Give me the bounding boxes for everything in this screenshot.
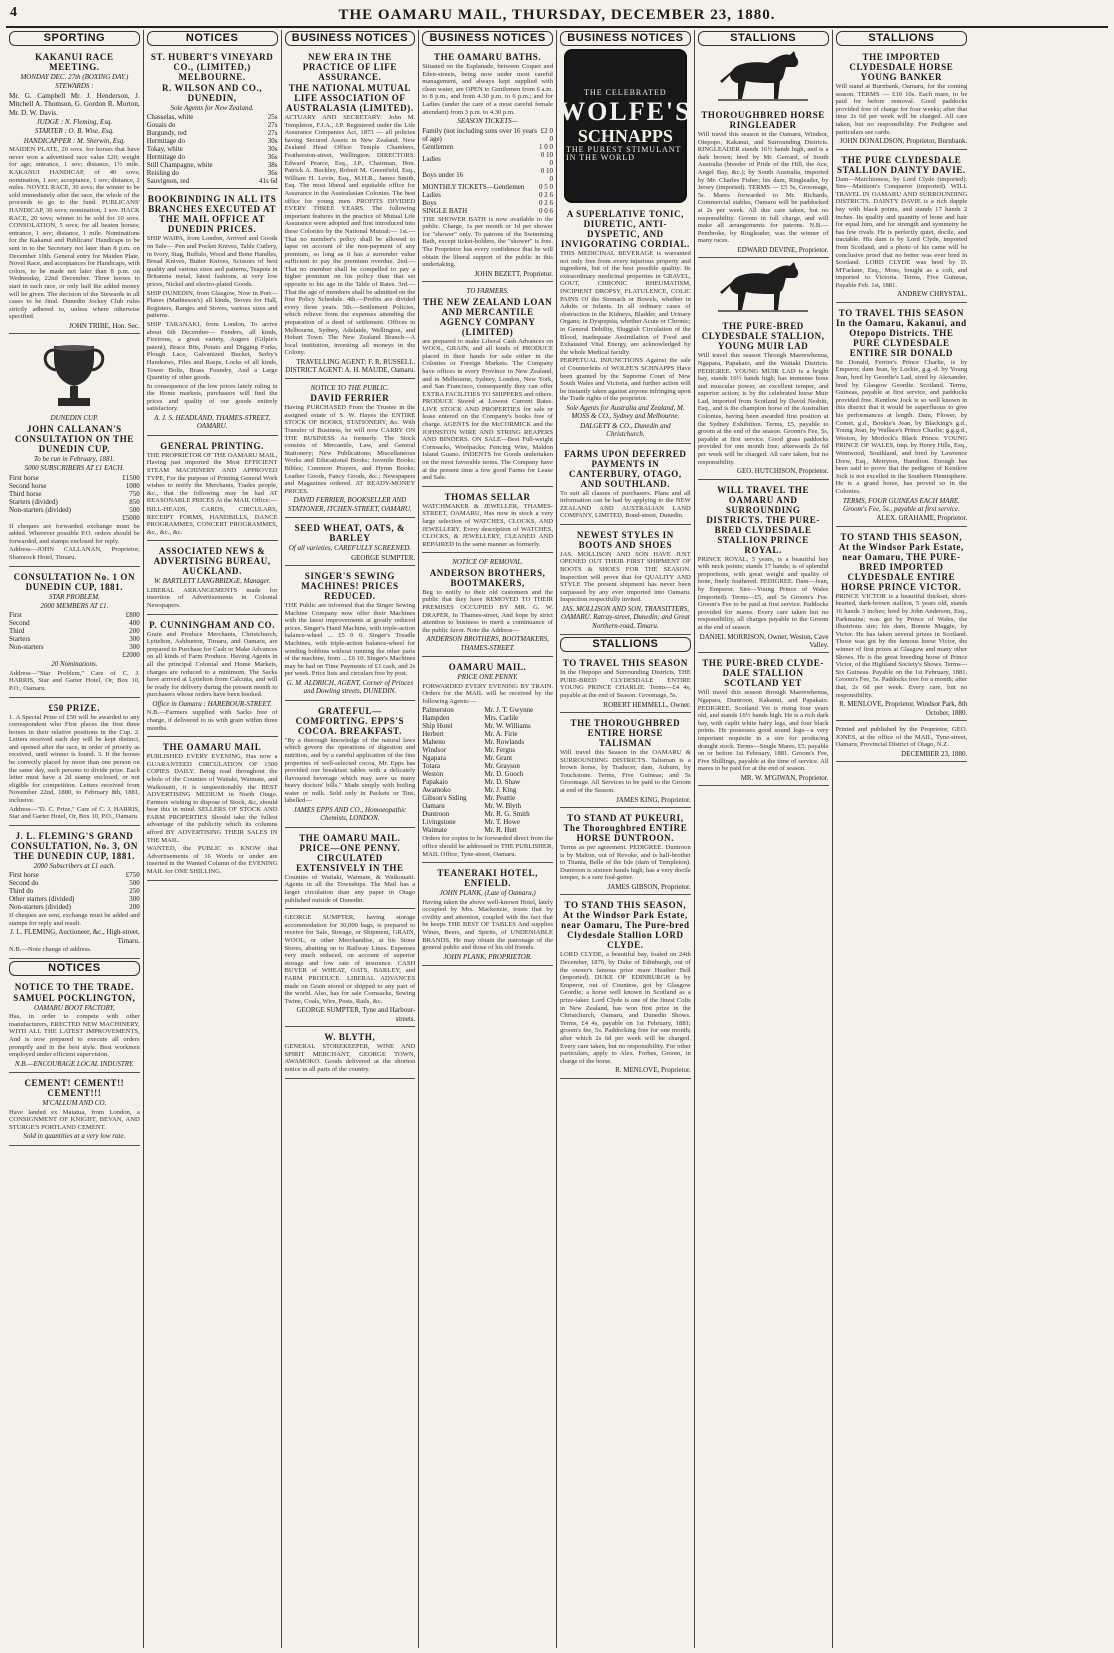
ad-body: ACTUARY AND SECRETARY: John M. Templeton, F.I.A., J.P. Registered under the Life Assurance Companies Act, 1873 — all policies having Secured Assets in New Zealand. New Zealand Head Office: Temple Chambers, Featherston-street, Wellington. DIRECTORS: Edward Pearce, Esq., J.P., Chairman, Hon. Patrick A. Buckley, Robert M. Greenfield, Esq., William H. Levin, Esq., M.H.R., James Smith, Esq. The most liberal and equitable office for Assurance in the Australasian Colonies. The best office for young men. PROFITS DIVIDED EVERY THREE YEARS. The following important features in the practice of Mutual Life Assurance were adopted and first introduced into these Colonies by the National Mutual:— 1st.—That no member's policy shall be allowed to lapse on account of the non-payment of any premium, so long as it has a surrender value sufficient to pay the premium overdue. 2nd.—That no member shall be compelled to pay a higher premium on his policy than that set opposite to his age in the Table of Rates. 3rd.—That the age of members shall be admitted on the first Policy Schedule. 4th.—Profits are divided every three years. 5th.—Settlement Policies, which relieve from the expenses attending the preparation of a deed of settlement. Offices in Melbourne, Sydney, Adelaide, Wellington, and Hobart Town. The New Zealand Branch—A local institution, investing all moneys in the Colony.: [284, 114, 416, 357]
ad-date: MONDAY DEC. 27th (BOXING DAY.): [20, 73, 129, 81]
ad-signature: GEORGE SUMPTER.: [351, 553, 416, 562]
table-row: Other starters (divided) 300: [9, 895, 140, 904]
ad-signature: JOHN TRIBE, Hon. Sec.: [69, 321, 140, 330]
advertising-bureau-ad: [147, 543, 278, 614]
ad-title: JOHN CALLANAN'S CONSULTATION ON THE DUNEDIN CUP.: [14, 423, 134, 454]
table-row: Waimate Mr. R. Hutt: [422, 826, 517, 835]
table-row: Non-starters 300: [9, 643, 140, 652]
sole-agents: Sole Agents for Australia and Zealand, M. MOSS & CO., Sydney and Melbourne.: [566, 403, 685, 421]
ad-body: Sir Donald, Ferrier's Prince Charlie, is by Emperor, dam Jean, by Lockie, g.g.-d. by Young Jean, bred by Geordie's Lad, sired by Alexander, bred by Glasgow Geordie. Scotland. Terms, Guineas, payable at first service, and paddocks provided free. Kentlow Jock is so well known in this district that it would be superfluous to give his performances at length. Dam, Flower, by Comet, g.d., Bookie's Jean, by Blacking's g.d., Young Jean, by Wallace's Prince Charlie; g.g.g.d., Weston, by Morlock's Black Prince. YOUNG PRINCE OF WALES, imp. by Henry Hills, Esq., Wentwood, Southland, and bred by Lawrence Drew, Esq., Merryton, Hamilton. Enough has been said to prove that the pedigree of Kentlow Jock is not excelled in the Southern Hemisphere. He is a grand horse, has proved so in the Colonies.: [835, 358, 968, 495]
ad-body: WATCHMAKER & JEWELLER, THAMES-STREET, OAMARU, Has now in stock a very large selection of WATCHES, CLOCKS, AND JEWELLERY. Every description of WATCHES, CLOCKS, & JEWELLERY, CLEANED AND REPAIRED In the same manner as formerly.: [422, 502, 553, 548]
ticket-price-table: [422, 127, 553, 215]
ad-title: A SUPERLATIVE TONIC, DIURETIC, ANTI-DYSPETIC, AND INVIGORATING CORDIAL.: [560, 209, 690, 249]
seed-wheat-ad: [285, 520, 416, 566]
table-row: Hampden Mrs. Carlile: [422, 714, 519, 723]
column-header-business: BUSINESS NOTICES: [422, 31, 553, 46]
ad-body: In consequence of the low prices lately ruling in the Home markets, purchasers will find the prices and quality of our goods entirely satisfactory.: [146, 382, 278, 413]
table-row: Second do 500: [9, 879, 140, 888]
race-programme: MAIDEN PLATE, 20 sovs. for horses that have never won a advertised race value £20; weight for age; entrance, 1 sov; distance, 1½ mile. KAKANUI HANDICAP, of 40 sovs; nomination, 1 sov; acceptance, 1 sov; distance, 2 miles. NOVEL RACE, 30 sovs; the winner to be sold immediately after the race, the whole of the proceeds to go to the fund. PUBLICANS' HANDICAP, 30 sovs; nomination, 1 sov. HACK RACE, 20 sovs; winner to be sold for 10 sovs. CONSOLATION, 5 sovs; for all beaten horses; entrance, 1 sov; distance, 1 mile. Nominations for the Kakanui and Publicans' Handicaps to be sent in to the Secretary not later than 8 p.m. on December 10th. General entry for Maiden Plate, Novel Race, and acceptances for Handicaps, with colors, to be made not later than 8 p.m. on Wednesday, 22nd December. Three horses to start in each race, or only half the added money will be given. The decision of the Stewards in all cases to be final. Dunedin Jockey Club rules strictly adhered to, unless where otherwise specified.: [9, 146, 140, 321]
ad-title: P. CUNNINGHAM AND CO.: [149, 619, 276, 630]
ad-signature: JAS. MOLLISON AND SON, TRANSITTERS, OAMARU. Ratray-street, Dunedin; and Great Northern-road, Timaru.: [560, 605, 690, 630]
column-business-1: [282, 30, 420, 1648]
teaneraki-hotel-ad: [422, 865, 553, 966]
ad-body: are prepared to make Liberal Cash Advances on WOOL, GRAIN, and all kinds of PRODUCE placed in their hands for sale either in the Colonies or Foreign Markets. The Company have offices in every Province in New Zealand, and in Melbourne, Sydney, London, New York, and San Francisco, consequently they can offer EXTRA FACILITIES TO SHIPPERS and others. PRODUCE Stored at Lowest Current Rates. LIVE STOCK AND PROPERTIES for sale or lease entered on the Company's books free of charge. AGENTS for the McCORMICK and the JOHNSTON WIRE AND STRING REAPERS AND BINDERS. ON SALE—Best Full-weight Cornsacks, Woolpacks; Fencing Wire, Maldon Island Guano. INDENTS for Goods undertaken on the most favorable terms. The Company have at the present time a few good Farms for Lease and Sale.: [422, 337, 553, 482]
ad-body: THE PROPRIETOR OF THE OAMARU MAIL, Having just imported the Most EFFICIENT STEAM MACHINERY AND APPROVED TYPE, For the purpose of Printing General Work wishes to notify the Merchants, Trades people, &c., that the following may be had AT REASONABLE PRICES At the MAIL Office:—: [146, 451, 278, 505]
ad-body: Will travel this season in the Oamaru, Windsor, Otepopo, Kakanui, and Surrounding Districts. RINGLEADER stands 16½ hands high, and is a dark brown; bred by Mr. Gerrard, of South Australia (breeder of Pride of the Hill, the Ace, Angel Bay, &c.); by South Australia, imported by Mr. Charles Fisher; his dam, Ringleader, by Jersey (imported). TERMS — £5 5s, Groomage, 5s. Mares forwarded to Mr. Richards, Commercial stables, Oamaru will be paddocked at 2s per week. All due care taken, but no responsibility. Groom in full charge, and will make all arrangements for patrons. N.B.—Pembroke, by Ringleader, was the winner of many races.: [697, 131, 829, 245]
ad-title: TO STAND THIS SEASON, At the Windsor Park Estate, near Oamaru, THE PURE-BRED IMPORTED CLYDESDALE ENTIRE HORSE PRINCE VICTOR.: [838, 531, 964, 592]
ad-body: Situated on the Esplanade, between Coquet and Eden-streets, being now under most careful management, and always kept supplied with clean water, are OPEN to Gentlemen from 6 a.m. to 8 p.m., and from 4.30 p.m. to 6 p.m.; and for Ladies (under the care of a most careful female attendant) from 3 p.m. to 4.30 p.m.: [422, 63, 553, 116]
horse-illustration: [718, 260, 808, 316]
ad-title: THE PURE CLYDESDALE STALLION DAINTY DAVIE.: [836, 154, 966, 175]
ad-title: THE IMPORTED CLYDESDALE HORSE YOUNG BANKER: [849, 52, 954, 82]
general-printing-ad: [147, 438, 278, 542]
table-row: Gouais do 27s: [146, 121, 278, 130]
column-business-2: [419, 30, 557, 1648]
column-stallions-2: [833, 30, 971, 1648]
wolfes-schnapps-ad: [560, 206, 691, 444]
ad-signature: ANDERSON BROTHERS, BOOTMAKERS, THAMES-STREET.: [426, 635, 549, 652]
ad-body: To suit all classes of purchasers. Plans and all information can be had by applying to the NEW ZEALAND AND AUSTRALIAN LAND COMPANY, LIMITED, Bond-street, Dunedin.: [560, 489, 691, 520]
prince-royal-ad: [698, 482, 829, 654]
table-row: Papakaio Mr. D. Shaw: [422, 778, 521, 787]
ad-signature: MR. W. M'GIWAN, Proprietor.: [740, 773, 829, 782]
prize-table: [9, 611, 140, 659]
table-row: Awamoko Mr. J. King: [422, 786, 517, 795]
ad-body: Of all varieties, CAREFULLY SCREENED.: [288, 544, 412, 553]
table-row: Duntroon Mr. R. G. Smith: [422, 810, 530, 819]
dainty-davie-ad: [836, 152, 968, 303]
subscribers: 5000 SUBSCRIBERS AT £1 EACH.: [24, 464, 125, 473]
ringleader-ad: [698, 107, 829, 258]
table-row: Third horse 750: [9, 489, 140, 498]
sumpter-ad: [285, 911, 416, 1027]
ad-body: "By a thorough knowledge of the natural laws which govern the operations of digestion and nutrition, and by a careful application of the fine properties of well-selected cocoa, Mr. Epps has provided our breakfast tables with a delicately flavoured beverage which may save us many heavy doctors' bills." Made simply with boiling water or milk. Sold only in Packets or Tins, labelled—: [284, 736, 416, 805]
ad-title: THE OAMARU MAIL. PRICE—ONE PENNY. CIRCULATED EXTENSIVELY IN THE: [296, 832, 404, 873]
ad-signature: R. MENLOVE, Proprietor.: [615, 1066, 691, 1075]
fleming-footer: N.B.—Note change of address.: [9, 946, 92, 954]
column-header-notices: NOTICES: [147, 31, 278, 46]
ad-title: THE OAMARU BATHS.: [433, 52, 542, 62]
ad-signature: GEO. HUTCHISON, Proprietor.: [736, 467, 829, 476]
farms-ad: [560, 446, 691, 525]
ad-title: ST. HUBERT'S VINEYARD CO., (LIMITED,) MELBOURNE.: [150, 52, 274, 82]
ad-signature: GEORGE SUMPTER, Tyne and Harbour-streets.: [296, 1006, 416, 1023]
young-muir-lad-ad: [698, 318, 829, 479]
agents-table: [422, 706, 553, 834]
mail-agents-ad: [422, 659, 553, 863]
table-row: Non-starters (divided) 500: [9, 505, 140, 514]
cup-note: If cheques are forwarded exchange must be added. Wherever possible P.O. orders should be forwarded, and stamps enclosed for reply.: [9, 522, 140, 545]
ad-title: J. L. FLEMING'S GRAND CONSULTATION, No. 3, ON THE DUNEDIN CUP, 1881.: [10, 830, 138, 861]
ad-title: TO FARMERS.: [466, 287, 509, 296]
mollison-boots-ad: [560, 527, 691, 635]
fleming-consultation-ad: [9, 828, 140, 959]
ad-signature: DAVID FERRIER, BOOKSELLER AND STATIONER, ITCHEN-STREET, OAMARU.: [288, 496, 412, 513]
ad-title: NEW ERA IN THE PRACTICE OF LIFE ASSURANCE.: [302, 52, 398, 82]
ad-title: NEWEST STYLES IN BOOTS AND SHOES: [576, 529, 674, 550]
bookbinding-ad: [147, 191, 278, 435]
ad-title: SEED WHEAT, OATS, & BARLEY: [294, 523, 406, 544]
dunedin-cup-ad: [9, 336, 140, 566]
ad-body: Having PURCHASED From the Trustee in the assigned estate of S. W. Hayes the ENTIRE STOCK OF BOOKS, STATIONERY, &c. With Transfer of Business, he will now CARRY ON THE BUSINESS As formerly. The Stock consists of Mercantile, Law, and General Stationery; New Publications; Miscellaneous Works and Educational Books; Juvenile Books; Bibles; Common Prayers, and Hymn Books; Leather Goods, Fancy Goods, &c.; Newspapers and Magazines ordered. AT READY-MONEY PRICES.: [284, 404, 416, 495]
table-row: Ngapara Mr. Grant: [422, 754, 513, 763]
ad-signature: EDWARD DEVINE, Proprietor.: [737, 245, 829, 254]
prize-ad: [9, 700, 140, 826]
sir-donald-ad: [836, 305, 968, 527]
advertiser-name: ANDERSON BROTHERS, BOOTMAKERS,: [429, 567, 546, 588]
table-row: Palmerston Mr. J. T. Gwynne: [422, 706, 534, 715]
ad-body: PUBLISHED EVERY EVENING, Has now a GUARANTEED CIRCULATION OF 1500 COPIES DAILY. Being read throughout the whole of the Counties of Waitaki, Waimate, and Waikouaiti, it is unquestionably the BEST ADVERTISING MEDIUM in North Otago. Farmers wishing to dispose of Stock, &c, should bear this in mind. SELLERS OF STOCK AND FARM PROPERTIES Should take the fullest advantage of the publicity which its columns afford BY ADVERTISING THEIR SALES IN THE MAIL.: [146, 753, 278, 844]
kakanui-race-ad: [9, 49, 140, 334]
table-row: Gentlemen 1 0 0: [422, 142, 553, 151]
table-row: Hermitage do 36s: [146, 153, 278, 162]
trophy-cup-illustration: [34, 340, 114, 412]
ad-body: GEORGE SUMPTER, having storage accommodation for 30,000 bags, is prepared to receive for Sale, Storage, or Shipment, GRAIN, WOOL, or other Merchandise, at his Stone Stores, abutting on to Railway Lines. Expenses very much reduced, on account of superior storage and low rate of insurance. CASH BUYER of WHEAT, OATS, BARLEY, and FARM PRODUCE. LIBERAL ADVANCES made on Grain stored or shipped to any part of the world. Also, has for sale Cornsacks, Sewing Twine, Coals, Wire, Posts, Rails, &c.: [284, 914, 416, 1005]
ad-subtitle: PRICE ONE PENNY.: [457, 673, 518, 682]
ad-body: PRINCE VICTOR is a beautiful thickset, short-hearted, dark-brown stallion, 5 years old, stands 16 hands 3 inches; bred by John Anderson, Esq., Parkmains; was got by Prince of Wales, the illustrious sire; his dam, Bonnie Maggie, by Victor. He has taken several prizes in Scotland. Those was got by the famous horse Victor, the winner of first prizes at Glasgow and many other Shows. He is the great breeding horse of Prince Victor, of the Highland Society's Shows. Terms—Six Guineas. Payable on the 1st February, 1881. Groom's Fee, 5s. Paddocks free for a month; after that, 2s 6d per week. Every care, but no responsibility.: [835, 592, 968, 699]
ad-signature: ALEX. GRAHAME, Proprietor.: [876, 514, 968, 523]
table-total: £5000: [122, 513, 140, 522]
label-line: THE CELEBRATED: [584, 88, 667, 98]
ad-body: Has, in order to compete with other manufacturers, ERECTED NEW MACHINERY, WITH ALL THE LATEST IMPROVEMENTS, And is now prepared to execute all orders promptly and in the best style. Best workmen employed under efficient supervision.: [9, 1013, 140, 1059]
duntroon-ad: [560, 810, 691, 895]
table-row: Chasselas, white 25s: [146, 113, 278, 122]
table-row: Third 200: [9, 627, 140, 636]
ad-title: THE PURE-BRED CLYDESDALE STALLION, YOUNG MUIR LAD: [701, 321, 825, 352]
ad-body: Terms as per agreement. PEDIGREE. Duntroon is by Malton, out of Revoke, and is half-brother to Titania, Belle of the Isle (dam of Templeton). Duntroon is sixteen hands high, has a very docile temper, is a sure foal-getter.: [560, 844, 691, 882]
table-row: Third do 250: [9, 887, 140, 896]
column-header-stallions: STALLIONS: [836, 31, 968, 46]
talisman-ad: [560, 715, 691, 808]
table-row: Herbert Mr. A. Firie: [422, 730, 518, 739]
table-row: Windsor Mr. Fergus: [422, 746, 516, 755]
ad-title: OAMARU MAIL.: [448, 662, 527, 673]
ad-title: SINGER'S SEWING MACHINES! PRICES REDUCED.: [301, 570, 399, 601]
cup-caption: DUNEDIN CUP.: [50, 414, 99, 423]
ad-title: TO STAND AT PUKEURI, The Thoroughbred ENTIRE HORSE DUNTROON.: [563, 813, 688, 843]
ad-footer: N.B.—ENCOURAGE LOCAL INDUSTRY.: [14, 1059, 134, 1068]
shower-bath-notice: THE SHOWER BATH is now available to the public. Charge, 1s per month or 1d per shower for "shower" only. To patrons of the Swimming Bath, except ticket-holders, the "shower" is free. The Proprietor has every confidence that he will obtain the liberal support of the public in this undertaking.: [422, 215, 553, 269]
table-row: Burgundy, red 27s: [146, 129, 278, 138]
advertiser-name: THOMAS SELLAR: [444, 491, 531, 502]
column-header-business: BUSINESS NOTICES: [285, 31, 416, 46]
advertiser-name: SAMUEL POCKLINGTON,: [13, 992, 136, 1003]
table-row: Totara Mr. Grayson: [422, 762, 520, 771]
imprint-date: DECEMBER 23, 1880.: [901, 749, 968, 758]
column-sporting: [6, 30, 144, 1648]
nominations: 20 Nominations.: [51, 660, 98, 669]
cunningham-ad: [147, 617, 278, 738]
ad-body: GENERAL STOREKEEPER, WINE AND SPIRIT MERCHANT, GEORGE TOWN, AWAMOKO. Goods delivered at the shortest notice in all parts of the country.: [284, 1043, 416, 1073]
table-row: Ladies 0 10 0: [422, 150, 553, 167]
masthead-title: THE OAMARU MAIL, THURSDAY, DECEMBER 23, 1880.: [338, 6, 776, 23]
ad-title: CEMENT! CEMENT!! CEMENT!!!: [24, 1078, 125, 1099]
agent-name: R. WILSON AND CO., DUNEDIN,: [162, 83, 263, 103]
prize-table: [9, 871, 140, 911]
wanted-notice: WANTED, the PUBLIC to KNOW that Advertisements of 16 Words or under are inserted in the Wanted Column of the EVENING MAIL for ONE SHILLING.: [146, 845, 278, 876]
column-header-stallions: STALLIONS: [698, 31, 829, 46]
ship-taranaki-list: SHIP TARANAKI, from London, To arrive about 6th December— Fenders, all kinds, Fireirons, a great variety, Augers (Gilpin's patent), Brace Bits, Potato and Digging Forks, Plough Lace, Galvanized Bucket, Serby's Handsaws, Files and Rasps, Locks of all kinds, Tower Bolts, Brass Foundry, And a Large Quantity of other goods.: [146, 320, 278, 382]
loan-agency-ad: [422, 284, 553, 487]
table-row: Oamaru Mr. W. Blyth: [422, 802, 522, 811]
ad-signature: J. L. FLEMING, Auctioneer, &c., High-street, Timaru.: [10, 928, 140, 945]
column-header-sporting: SPORTING: [9, 31, 140, 46]
ad-subtitle: OAMARU BOOT FACTORY,: [34, 1003, 115, 1012]
handicapper: HANDICAPPER : M. Sherwin, Esq.: [23, 136, 126, 145]
ad-body: Will travel this Season in the OAMARU & SURROUNDING DISTRICTS. Talisman is a brown horse, by Traducer, dam, Auburn, by Touchstone. Terms, Five Guineas; and 5s Groomage. All Services to be paid to the Groom at end of the Season.: [560, 749, 691, 794]
prince-victor-ad: [836, 529, 968, 721]
prize-rules: 1. A Special Prize of £50 will be awarded to any correspondent who First places the first three horses in their relative positions in the Cup. 2. Letters received each day will be kept distinct, and opened after the race, in order of priority as received, until winner is found. 3. If the horses be correctly placed by more than one person on the same day, such persons to divide prize. Each letter must have a 2d stamp enclosed, or not eligible for competition. Letters received from November 22nd, 1880, to February 8th, 1881, inclusive.: [9, 713, 140, 805]
ad-body: Will travel this season Through Maerewhenua, Ngapara, Papakaio, and the Waitaki Districts. PEDIGREE. YOUNG MUIR LAD is a bright bay, stands 16½ hands high; has immense bone and muscular power, an excellent temper, and superior action; is by the celebrated horse Muir Lad, imported from Scotland by David Nesbitt, Esq., and is the champion horse of the Australian Colonies, having been awarded first position at the Sydney Exhibition. Terms, £5, payable to groom at the end of the season. Groom's Fee, 5s, payable at first service. Good grass paddocks provided for one month free; afterwards 2s 6d per week will be charged. All care taken, but no responsibility.: [697, 352, 829, 466]
ad-body: THE Public are informed that the Singer Sewing Machine Company now offer their Machines with the latest improvements at greatly reduced prices. Singer's Hand Machine, with triple-action balance-wheel ... £5 0 0. Singer's Treadle Machines, with triple-action balance-wheel for winding bobbins without running the other parts of the machine, from ... £6 10. Singer's Machines may be had on Time Payments of £1 cash, and 2s per week. Price lists and circulars free by post.: [284, 601, 416, 678]
table-row: Non-starters (divided) 200: [9, 903, 140, 912]
scotland-yet-ad: [698, 655, 829, 786]
advertiser-name: JOHN PLANK, (Late of Oamaru,): [439, 889, 536, 898]
ad-body: In the Otepopo and Surrounding Districts, THE PURE-BRED CLYDESDALE ENTIRE YOUNG PRINCE CHARLIE. Terms—£4 4s, payable at the end of Season. Groomage, 5s.: [560, 669, 691, 700]
ad-body: Will stand at Burnbank, Oamaru, for the coming season. TERMS — £10 10s. Each mare, to be paid for before removal. Good paddocks provided free of charge for four weeks; after that time 2s 6d per week will be charged. All care taken, but no responsibility. For Pedigree and particulars see cards.: [835, 83, 968, 136]
company-name: THE NATIONAL MUTUAL LIFE ASSOCIATION OF AUSTRALASIA (LIMITED).: [286, 83, 414, 113]
table-row: Ladies 0 2 6: [422, 190, 553, 199]
wolfes-schnapps-label: [559, 49, 692, 203]
anderson-brothers-ad: [422, 555, 553, 657]
wine-price-table: [147, 113, 278, 185]
ad-signature: G. M. ALDRICH, AGENT, Corner of Princes and Dowling streets, DUNEDIN.: [286, 678, 414, 696]
stewards-list: Mr. G. Campbell Mr. J. Henderson, J. Mitchell A. Thomson, G. Gordon R. Morton, Mr. D. W. Davis.: [9, 91, 140, 117]
oamaru-mail-circulation-ad: [147, 739, 278, 881]
column-header-business: BUSINESS NOTICES: [560, 31, 691, 46]
table-row: Ship Hotel Mr. W. Williams: [422, 722, 531, 731]
stewards-heading: STEWARDS :: [55, 82, 94, 91]
table-row: First £800: [9, 611, 140, 620]
oamaru-mail-penny-ad: [285, 830, 416, 909]
ad-title: THOROUGHBRED HORSE RINGLEADER: [701, 110, 825, 130]
table-row: First horse £1500: [9, 473, 140, 482]
printing-items: BILL-HEADS, CARDS, CIRCULARS, RECEIPT FORMS, HANDBILLS, DANCE PROGRAMMES, CONCERT PROGRAMMES, &c., &c., &c.: [146, 506, 278, 536]
thomas-sellar-ad: [422, 489, 553, 554]
ad-title: WILL TRAVEL THE OAMARU AND SURROUNDING DISTRICTS. THE PURE-BRED CLYDESDALE STALLION PRINCE ROYAL.: [706, 484, 820, 555]
table-row: Tokay, white 30s: [146, 145, 278, 154]
table-row: Boys under 16 0 10 0: [422, 166, 553, 183]
ad-footer: N.B.—Farmers supplied with Sacks free of charge, if delivered to us with grain within three months.: [146, 709, 278, 732]
ad-signature: R. MENLOVE, Proprietor. Windsor Park, 8th October, 1880.: [839, 700, 968, 717]
table-row: First horse £750: [9, 871, 140, 880]
ad-signature: ANDREW CHRYSTAL.: [897, 290, 968, 299]
table-row: Reisling do 36s: [146, 169, 278, 178]
page-number: 4: [10, 5, 18, 20]
ad-footer: Orders for copies to be forwarded direct from the office should be addressed to THE PUBLISHER, MAIL Office, Tyne-street, Oamaru.: [422, 835, 553, 858]
consultation-address: Address—"Star Problem," Care of C. J. HARRIS, Star and Garter Hotel, Or, Box 10, P.O., Oamaru.: [9, 669, 140, 692]
ship-waipa-list: SHIP WAIPA, from London, Arrived and Goods on Sale— Pen and Pocket Knives, Table Cutlery, in Ivory, Stag, Buffalo, Wood and Bone Handles, Bread Knives, Butter Knives, Scissors of best quality and various sizes and patterns, Teapots in Britannia metal, latest fashions, at very low prices, Nickel and electro-plated Goods.: [146, 235, 278, 288]
ad-signature: DALGETY & CO., Dunedin and Christchurch.: [580, 421, 671, 439]
office-address: Office in Oamaru : HAREBOUR-STREET.: [152, 699, 272, 708]
ad-title: THE THOROUGHBRED ENTIRE HORSE TALISMAN: [570, 718, 681, 749]
pocklington-ad: [9, 979, 140, 1073]
st-hubert-ad: [147, 49, 278, 189]
ad-signature: JAMES EPPS AND CO., Homoeopathic Chemists, LONDON.: [293, 806, 407, 823]
label-tagline: THE PUREST STIMULANT IN THE WORLD: [566, 144, 682, 163]
blyth-ad: [285, 1029, 416, 1078]
ad-body: PRINCE ROYAL, 5 years, is a beautiful bay with neck points; stands 17 hands; is of splendid proportions, with great weight and quality of bone, finely feathered. PEDIGREE. Dam—Jean, by Emperor. Sire—Young Prince of Wales (imported). Terms—£5, and 5s Groom's Fee. Groom's Fee to be paid at first service. Paddocks provided for mares. Every care taken but no responsibility, all charges payable to the Groom at the end of season.: [697, 555, 829, 631]
table-row: Second 400: [9, 619, 140, 628]
run-date: To be run in February, 1881.: [33, 454, 115, 463]
table-row: MONTHLY TICKETS—Gentlemen 0 5 0: [422, 182, 553, 191]
ad-title: TO TRAVEL THIS SEASON In the Oamaru, Kakanui, and Otepopo Districts. THE PURE CLYDESDALE ENTIRE SIR DONALD: [836, 307, 967, 358]
ad-title: ASSOCIATED NEWS & ADVERTISING BUREAU, AUCKLAND.: [153, 546, 271, 577]
table-row: Hermitage do 30s: [146, 137, 278, 146]
ad-signature: JOHN DONALDSON, Proprietor, Burnbank.: [839, 137, 968, 146]
ad-body: Beg to notify to their old customers and the public that they have REMOVED TO THEIR PREMISES OCCUPIED BY MR. G. W. DRAPER, In Thames-street, And hope by strict attention to business to merit a continuance of the public favor. Note the Address—: [422, 588, 553, 634]
table-row: Starters 300: [9, 635, 140, 644]
season-tickets-heading: SEASON TICKETS—: [457, 117, 518, 126]
ad-title: TEANERAKI HOTEL, ENFIELD.: [437, 868, 538, 889]
judge: JUDGE : N. Fleming, Esq.: [36, 118, 113, 127]
table-row: Boys 0 2 6: [422, 198, 553, 207]
column-header-stallions: STALLIONS: [560, 637, 691, 652]
ad-body: LORD CLYDE, a beautiful bay, foaled on 24th December, 1876, by Duke of Edinburgh, out of the owner's famous prize mare Heather Bell (imported). DUKE OF EDINBURGH is by Emperor, out of Countess, got by Glasgow Geordie; a horse well known in Scotland as a prize-taker. Lord Clyde is one of the finest Colts in New Zealand, has won first prize in the Christchurch, Oamaru, and Dunedin Shows. Terms, £4 4s, payable on 1st February, 1881; groom's fee, 5s. Paddocking free for one month; after which 2s 6d per week will be charged. Every care taken, but no responsibility. For other particulars, apply to Alex. Forbes, Groom, in charge of the horse.: [560, 951, 691, 1065]
ad-title: £50 PRIZE.: [48, 702, 101, 713]
epps-cocoa-ad: [285, 703, 416, 828]
ad-title: TO TRAVEL THIS SEASON: [562, 658, 688, 669]
ad-title: THE PURE-BRED CLYDE-DALE STALLION SCOTLAND YET: [702, 658, 824, 689]
fleming-note: If cheques are sent, exchange must be added and stamps for reply and result.: [9, 912, 140, 927]
advertiser-name: W. BLYTH,: [324, 1032, 376, 1043]
ad-signature: A. J. S. HEADLAND, THAMES-STREET, OAMARU.: [154, 414, 271, 431]
ad-title: GRATEFUL—COMFORTING. EPPS'S COCOA. BREAKFAST.: [295, 705, 405, 736]
columns: [6, 30, 1108, 1648]
table-row: Gibson's Siding Mr. Peattie: [422, 794, 516, 803]
table-row: Second horse 1000: [9, 481, 140, 490]
ad-title: CONSULTATION No. 1 ON DUNEDIN CUP, 1881.: [13, 571, 136, 592]
ad-body: JAS. MOLLISON AND SON HAVE JUST OPENED OUT THEIR FIRST SHIPMENT OF BOOTS & SHOES FOR THE SEASON. Inspection will prove that for QUALITY AND STYLE The present shipment has never been surpassed by any ever imported into Oamaru. Inspection respectfully invited.: [560, 550, 691, 604]
prize-address: Address—"D. C. Prize," Care of C. J. HARRIS, Star and Garter Hotel, Or, Box 10, P.O., Oamaru.: [9, 805, 140, 821]
oamaru-baths-ad: [422, 49, 553, 282]
imprint-text: Printed and published by the Proprietor, GEO. JONES, at the office of the MAIL, Tyne-street, Oamaru, Provincial District of Otago, N.Z.: [835, 725, 968, 749]
ad-title: TO STAND THIS SEASON, At the Windsor Park Estate, near Oamaru, The Pure-bred Clydesdale Stallion LORD CLYDE.: [561, 900, 690, 951]
label-product: SCHNAPPS: [577, 125, 673, 146]
table-row: SINGLE BATH 0 0 6: [422, 206, 553, 215]
ad-body: Having taken the above well-known Hotel, lately occupied by Mrs. Mackenzie, trusts that by civility and attention, coupled with the fact that he keeps THE BEST OF TABLES And supplies Wines, Beers, and Spirits, of UNDENIABLE BRANDS, He may obtain the patronage of the general public and those of his old friends.: [422, 898, 553, 952]
column-notices: [144, 30, 282, 1648]
ship-dunedin-list: SHIP DUNEDIN, from Glasgow, Now in Port— Planes (Mathieson's) all kinds, Stoves for Hall, Registers, Ranges and Stoves, various sizes and patterns.: [146, 289, 278, 320]
table-row: Maheno Mr. Rowlands: [422, 738, 525, 747]
ad-body: Grain and Produce Merchants, Christchurch, Lyttelton, Ashburton, Timaru, and Oamaru, are prepared to Purchase for Cash or Make Advances on all kinds of Farm Produce. Having Agents in all the principal Colonial and Home Markets, charges are reduced to a minimum. The Sacks have arrived at Lyttelton from Calcutta, and will be ready for delivery during the present month to purchasers whose orders have been booked.: [146, 630, 278, 699]
ad-footer: Sold in quantities at a very low rate.: [23, 1132, 126, 1141]
company-name: THE NEW ZEALAND LOAN AND MERCANTILE AGENCY COMPANY (LIMITED): [423, 296, 553, 337]
ad-title: KAKANUI RACE MEETING.: [35, 52, 114, 72]
ad-body: Counties of Waitaki, Waimate, & Waikouaiti. Agents in all the Townships. The Mail has a larger circulation than any paper in Otago published outside of Dunedin.: [284, 873, 416, 904]
advertiser-name: DAVID FERRIER: [310, 393, 390, 404]
prize-table: [9, 474, 140, 522]
ad-title: NOTICE TO THE PUBLIC.: [310, 383, 390, 392]
ad-signature: JOHN BEZETT, Proprietor.: [474, 269, 553, 278]
young-prince-charlie-ad: [560, 655, 691, 713]
horse-illustration: [718, 49, 808, 105]
ad-signature: DANIEL MORRISON, Owner, Weston, Cave Valley.: [699, 632, 829, 649]
subscribers: 2000 Subscribers at £1 each.: [33, 861, 116, 870]
ad-title: NOTICE TO THE TRADE.: [14, 981, 135, 992]
ad-signature: JAMES KING, Proprietor.: [616, 795, 691, 804]
ad-title: BOOKBINDING IN ALL ITS BRANCHES EXECUTED AT THE MAIL OFFICE AT DUNEDIN PRICES.: [147, 194, 277, 235]
ad-title: GENERAL PRINTING.: [160, 440, 264, 451]
label-brand: WOLFE'S: [559, 96, 692, 126]
caution-notice: PERPETUAL INJUNCTIONS Against the sale of Counterfeits of WOLFE'S SCHNAPPS Have been granted by the Supreme Court of New South Wales and Victoria, and further action will be instantly taken against anyone infringing upon the Trade rights of the proprietor.: [560, 357, 691, 403]
column-stallions-1: [695, 30, 833, 1648]
ad-body: Dam—Marchioness, by Lord Clyde (imported). Sire—Mattison's Conqueror (imported). WILL TRAVEL IN OAMARU AND SURROUNDING DISTRICTS. DAINTY DAVIE is a rich dapple bay with black points, and stands 17 hands 2 inches. Its quality and quantity of bone and hair for equal him, and for strength and symmetry he has few rivals. He is perfectly quiet, docile, and tractable. His dam is by Lord Clyde, imported from Scotland, and a photo of his came will be conclusive proof that no better was ever bred in Scotland. LORD CLYDE was bred by D. M'Farlane, Esq., Moss, bought as a colt, and imported to Victoria. Terms, Five Guineas, Payable Feb. 1st, 1881.: [835, 175, 968, 289]
ad-signature: TRAVELLING AGENT: F. R. RUSSELL. DISTRICT AGENT: A. H. MAUDE, Oamaru.: [285, 358, 416, 375]
life-assurance-ad: [285, 49, 416, 379]
young-banker-ad: [836, 49, 968, 150]
ad-subtitle: STAR PROBLEM.: [48, 592, 100, 601]
ad-body: LIBERAL ARRANGEMENTS made for insertion of Advertisements in Colonial Newspapers.: [146, 586, 278, 609]
starter: STARTER : O. B. Wise, Esq.: [34, 127, 114, 136]
ad-title: NOTICE OF REMOVAL.: [452, 558, 524, 567]
table-row: Starters (divided) 850: [9, 497, 140, 506]
ad-signature: ROBERT HEMMELL, Owner.: [603, 700, 691, 709]
cup-address: Address—JOHN CALLANAN, Proprietor, Shamrock Hotel, Timaru.: [9, 546, 140, 561]
ad-intro: FORWARDED EVERY EVENING BY TRAIN. Orders for the MAIL will be received by the following Agents:—: [422, 682, 553, 705]
table-total: £2000: [122, 651, 140, 660]
ad-terms: TERMS, FOUR GUINEAS EACH MARE. Groom's Fee, 5s., payable at first service.: [842, 496, 960, 513]
advertiser-name: M'CALLUM AND CO.: [42, 1099, 107, 1108]
table-row: Family (not including sons over 16 years of age) £2 0 0: [422, 126, 553, 143]
ad-title: THE OAMARU MAIL: [162, 742, 262, 753]
table-row: Livingstone Mr. T. Howe: [422, 818, 520, 827]
ad-body: Have landed ex Matatua, from London, a CONSIGNMENT OF KNIGHT, BEVAN, AND STURGE'S PORTLAND CEMENT.: [9, 1108, 140, 1131]
column-business-3: [557, 30, 695, 1648]
ad-signature: JOHN PLANK, PROPRIETOR.: [443, 952, 532, 961]
column-header-notices: NOTICES: [9, 961, 140, 976]
masthead: [6, 4, 1108, 28]
manager-name: W. BARTLETT LANGBRIDGE, Manager.: [153, 577, 271, 586]
ad-subtitle: Sole Agents for New Zealand.: [170, 104, 254, 112]
consultation-ad: [9, 569, 140, 698]
table-row: Weston Mr. D. Gooch: [422, 770, 524, 779]
ad-body: THIS MEDICINAL BEVERAGE is warranted not only free from every injurious property and ingredient, but of the best possible quality. Its extraordinary medicinal properties in GRAVEL, GOUT, CHRONIC RHEUMATISM, INCIPIENT DROPSY, FLATULENCE, COLIC PAINS Of the Stomach or Bowels, whether in Adults or Infants. In all ordinary cases of obstruction in the Kidneys, Bladder, and Urinary Organs; in Dyspepsia, whether Acute or Chronic; in General Debility, Sluggish Circulation of the Blood, inadequate Assimilation of Food and Exhausted Vital Energy, are acknowledged by the whole Medical faculty.: [560, 250, 691, 356]
david-ferrier-ad: [285, 381, 416, 518]
lord-clyde-ad: [560, 897, 691, 1078]
ad-title: FARMS UPON DEFERRED PAYMENTS IN CANTERBURY, OTAGO, AND SOUTHLAND.: [564, 448, 687, 489]
ad-signature: JAMES GIBSON, Proprietor.: [607, 882, 691, 891]
table-row: Sauvignon, red 41s 6d: [146, 177, 278, 186]
cement-ad: [9, 1075, 140, 1146]
publisher-imprint: [836, 723, 968, 762]
ad-body: Will travel this season through Maerewhenua, Ngapara, Duntroon, Kakanui, and Papakaio. PEDIGREE. Scotland Yet is rising four years old, and stands 16½ hands high. He is a rich dark bay, with caplit white hairy legs, and four black points. He possesses good sound legs—a very important requisite in a sire for producing draught stock. Terms—Single Mares, £5; payable on or before 1st February, 1881. Groom's Fee, Five Shillings, payable at the time of service. All mares to be paid for at the end of season.: [697, 689, 829, 773]
singer-ad: [285, 568, 416, 701]
table-row: Still Champagne, white 38s: [146, 161, 278, 170]
subscribers: 2000 MEMBERS AT £1.: [40, 601, 109, 610]
